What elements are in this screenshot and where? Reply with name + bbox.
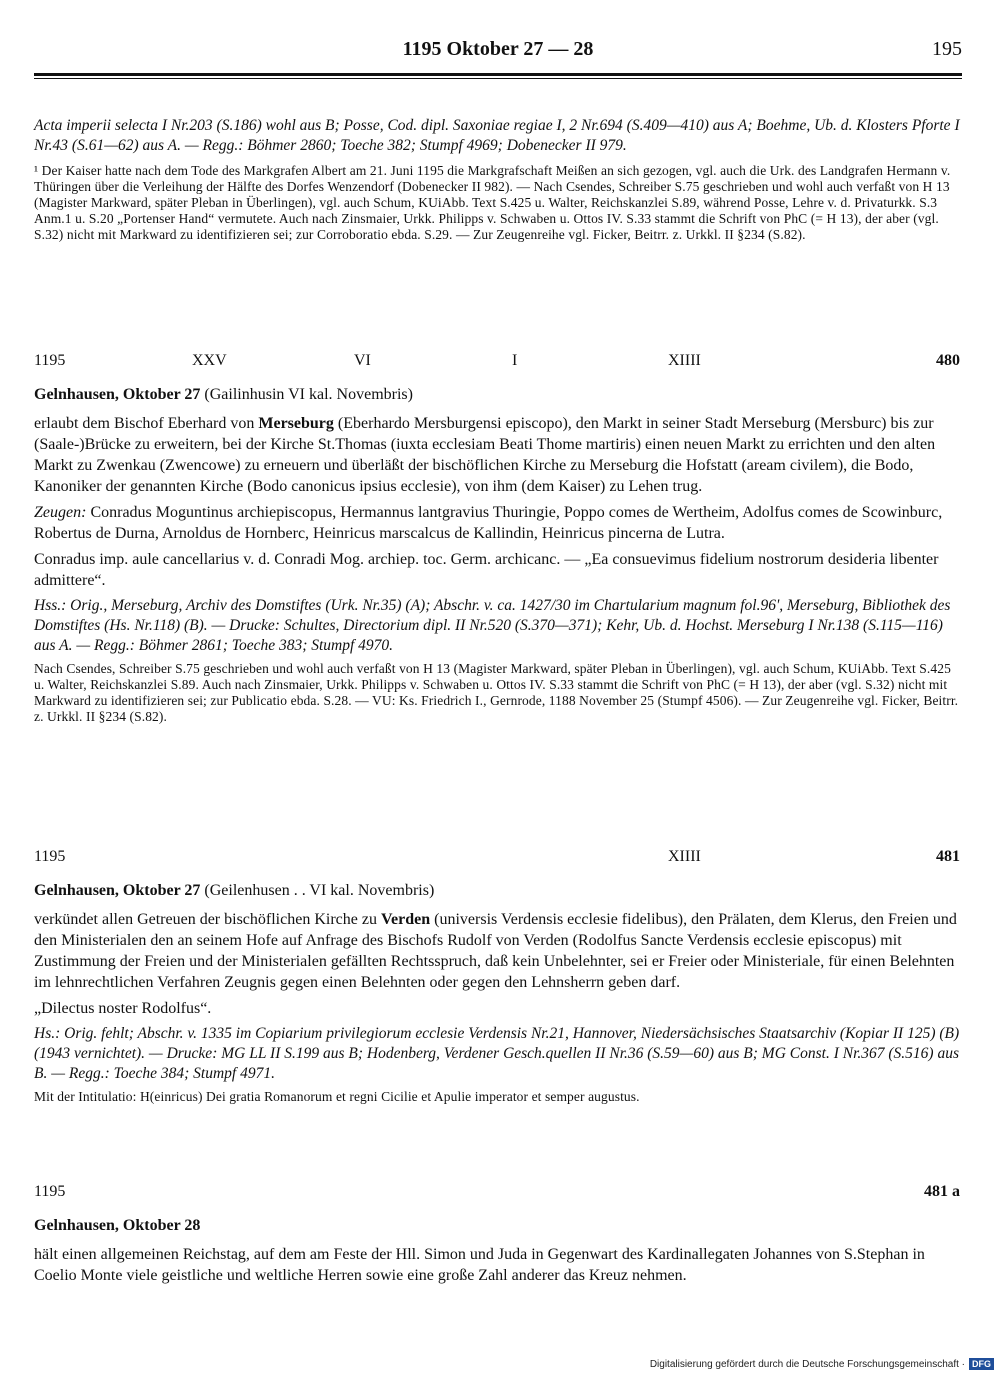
recognition: Conradus imp. aule cancellarius v. d. Conradi Mog. archiep. toc. Germ. archicanc. — „Ea consuevimus fidelium nostrorum desideria libenter admittere“. [34, 551, 939, 589]
entry-year: 1195 [34, 1183, 66, 1200]
sources: Hs.: Orig. fehlt; Abschr. v. 1335 im Copiarium privilegiorum ecclesie Verdensis Nr.21, Hannover, Niedersächsisches Staatsarchiv (Kopiar II 125) (B) (1943 vernichtet). — Drucke: MG LL II S.199 aus B; Hodenberg, Verdener Gesch.quellen II Nr.36 (S.59—60) aus B; MG Const. I Nr.367 (S.516) aus B. — Regg.: Toeche 384; Stumpf 4971. [34, 1025, 960, 1082]
regest-text [34, 909, 962, 993]
entry-year: 1195 [34, 848, 66, 865]
header-rule [34, 73, 962, 79]
regnal-col: VI [354, 352, 371, 369]
entry-481-meta [34, 848, 962, 872]
witness-label: Zeugen: [34, 504, 87, 521]
page-number: 195 [932, 38, 962, 60]
digitization-credit [650, 1358, 994, 1370]
previous-entry-tail [34, 116, 962, 243]
sicily-col: XIIII [668, 352, 701, 369]
entry-number: 480 [936, 352, 960, 369]
regest-text-b: (Eberhardo Mersburgensi episcopo), den Markt in seiner Stadt Merseburg (Mersburc) bis zur (Saale-)Brücke zu erweitern, bei der Kirche St.Thomas (iuxta ecclesiam Beati Thome martiris) einen neuen Markt zu errichten und den alten Markt zu Zwenkau (Zwencowe) zu erneuern und überläßt der bischöflichen Kirche zu Merseburg die Hofstatt (aream civilem), die Bodo, Kanoniker der genannten Kirche (Bodo canonicus ipsius ecclesie), von ihm (dem Kaiser) zu Lehen trug. [34, 415, 936, 495]
citation-text: Acta imperii selecta I Nr.203 (S.186) wohl aus B; Posse, Cod. dipl. Saxoniae regiae I, 2 Nr.694 (S.409—410) aus A; Boehme, Ub. d. Klosters Pforte I Nr.43 (S.61—62) aus A. — Regg.: Böhmer 2860; Toeche 382; Stumpf 4969; Dobenecker II 979. [34, 117, 960, 154]
witness-list: Conradus Moguntinus archiepiscopus, Hermannus lantgravius Thuringie, Poppo comes de Wertheim, Adolfus comes de Scowinburc, Robertus de Durna, Arnoldus de Hornberc, Heinricus marscalcus de Kallindin, Heinricus pincerna de Lutra. [34, 504, 943, 542]
regest-text [34, 413, 962, 497]
regest-text-a: erlaubt dem Bischof Eberhard von [34, 415, 259, 432]
indiction-col: XXV [192, 352, 227, 369]
entry-481a-meta [34, 1183, 962, 1207]
entry-480 [34, 352, 962, 725]
dfg-logo-icon: DFG [969, 1358, 994, 1370]
entry-481a [34, 1183, 962, 1286]
sicily-col: XIIII [668, 848, 701, 865]
entry-481 [34, 848, 962, 1105]
footnote-text: ¹ Der Kaiser hatte nach dem Tode des Markgrafen Albert am 21. Juni 1195 die Markgrafschaft Meißen an sich gezogen, vgl. auch die Urk. des Landgrafen Hermann v. Thüringen über die Verleihung der Hälfte des Dorfes Wenzendorf (Dobenecker II 982). — Nach Csendes, Schreiber S.75 geschrieben und wohl auch verfaßt von H 13 (Magister Markward, später Pleban in Überlingen), vgl. auch Schum, KUiAbb. Text S.425 u. Walter, Reichskanzlei S.89, während Posse, Lehre v. d. Privaturkk. S.3 Anm.1 u. S.20 „Portenser Hand“ vermutete. Auch nach Zinsmaier, Urkk. Philipps v. Schwaben u. Ottos IV. S.33 stammt die Schrift von PhC (= H 13), der aber (vgl. S.32) nicht mit Markward zu identifizieren sei; zur Corroboratio ebda. S.29. — Zur Zeugenreihe vgl. Ficker, Beitrr. z. Urkkl. II §234 (S.82). [34, 163, 951, 242]
entry-year: 1195 [34, 352, 66, 369]
entry-number: 481 a [924, 1183, 960, 1200]
entry-place-date [34, 1215, 962, 1237]
witnesses [34, 502, 962, 544]
notes: Nach Csendes, Schreiber S.75 geschrieben und wohl auch verfaßt von H 13 (Magister Markward, später Pleban in Überlingen), vgl. auch Schum, KUiAbb. Text S.425 u. Walter, Reichskanzlei S.89. Auch nach Zinsmaier, Urkk. Philipps v. Schwaben u. Ottos IV. S.33 stammt die Schrift von PhC (= H 13), der aber (vgl. S.32) nicht mit Markward zu identifizieren sei; zur Publicatio ebda. S.28. — VU: Ks. Friedrich I., Gernrode, 1188 November 25 (Stumpf 4506). — Zur Zeugenreihe vgl. Ficker, Beitrr. z. Urkkl. II §234 (S.82). [34, 661, 959, 724]
sources: Hss.: Orig., Merseburg, Archiv des Domstiftes (Urk. Nr.35) (A); Abschr. v. ca. 1427/30 im Chartularium magnum fol.96', Merseburg, Bibliothek des Domstiftes (Hs. Nr.118) (B). — Drucke: Schultes, Directorium dipl. II Nr.520 (S.370—371); Kehr, Ub. d. Hochst. Merseburg I Nr.138 (S.115—116) aus A. — Regg.: Böhmer 2861; Toeche 383; Stumpf 4970. [34, 597, 951, 654]
entry-480-meta [34, 352, 962, 376]
entry-number: 481 [936, 848, 960, 865]
regest-text-a: verkündet allen Getreuen der bischöflichen Kirche zu [34, 911, 381, 928]
intitulatio: Mit der Intitulatio: H(einricus) Dei gratia Romanorum et regni Cicilie et Apulie imperator et semper augustus. [34, 1089, 640, 1104]
imperial-col: I [512, 352, 518, 369]
place-note: (Geilenhusen . . VI kal. Novembris) [200, 882, 435, 899]
entry-place-date [34, 880, 962, 902]
regest-text: hält einen allgemeinen Reichstag, auf dem am Feste der Hll. Simon und Juda in Gegenwart des Kardinallegaten Johannes von S.Stephan in Coelio Monte viele geistliche und weltliche Herren sowie eine große Zahl anderer das Kreuz nehmen. [34, 1246, 925, 1284]
incipit: „Dilectus noster Rodolfus“. [34, 1000, 212, 1017]
regest-recipient: Merseburg [258, 415, 334, 432]
running-title: 1195 Oktober 27 — 28 [402, 38, 594, 60]
regest-text-b: (universis Verdensis ecclesie fidelibus), den Prälaten, dem Klerus, den Freien und den Ministerialen den an seinem Hofe auf Anfrage des Bischofs Rudolf von Verden (Rodolfus Sancte Verdensis ecclesie episcopus) mit Zustimmung der Freien und der Ministerialen gefällten Rechtsspruch, daß kein Unbelehnter, sei er Freier oder Ministeriale, für einen Belehnten im lehnrechtlichen Verfahren Zeugnis gegen einen Belehnten oder gegen den Lehnsherrn geben darf. [34, 911, 957, 991]
regest-recipient: Verden [380, 911, 431, 928]
place-date: Gelnhausen, Oktober 27 [34, 882, 201, 899]
place-date: Gelnhausen, Oktober 28 [34, 1217, 201, 1234]
entry-place-date [34, 384, 962, 406]
page-header [34, 38, 962, 68]
place-date: Gelnhausen, Oktober 27 [34, 386, 201, 403]
credit-text: Digitalisierung gefördert durch die Deutsche Forschungsgemeinschaft · [649, 1358, 965, 1370]
place-note: (Gailinhusin VI kal. Novembris) [200, 386, 413, 403]
